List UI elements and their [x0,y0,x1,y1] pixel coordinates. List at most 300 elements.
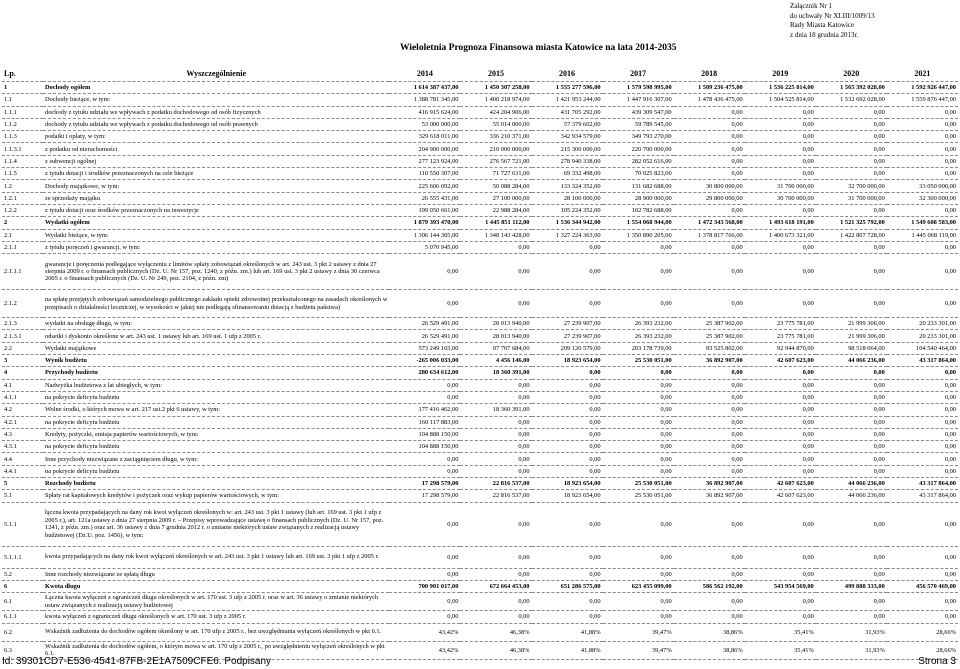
row-value: 70 025 823,00 [603,168,674,180]
row-description: z tytułu dotacji oraz środków przeznaczonych na inwestycje [43,204,389,216]
row-description: Przychody budżetu [43,367,389,379]
row-value: 18 360 391,00 [460,367,531,379]
row-number: 1.1.2 [2,118,43,130]
row-value: 43,42% [389,623,460,641]
header-year: 2018 [674,66,745,82]
row-value: 0,00 [816,568,887,580]
row-value: 0,00 [745,546,816,568]
row-value: 0,00 [887,367,958,379]
table-row [2,192,958,204]
row-value: 21 999 306,00 [816,318,887,330]
row-value: 23 775 781,00 [745,330,816,342]
row-description: Nadwyżka budżetowa z lat ubiegłych, w tym: [43,379,389,391]
row-value: 0,00 [887,106,958,118]
row-value: 53 000 000,00 [389,118,460,130]
row-value: 0,00 [745,611,816,623]
row-number: 4.1.1 [2,391,43,403]
row-value: 1 592 926 447,00 [887,82,958,94]
row-value: 42 607 623,00 [745,478,816,490]
row-value: 1 400 218 974,00 [460,94,531,106]
row-value: 0,00 [816,155,887,167]
row-number: 4 [2,367,43,379]
row-value: 0,00 [887,404,958,416]
row-description: gwarancje i poręczenia podlegające wyłączeniu z limitów spłaty zobowiązań określonych w art. 243 ust. 3 pkt 2 ustawy z dnia 27 sierpnia 2009 r. o finansach publicznych (Dz. U. Nr 157, poz. 1240, z późn. zm.) lub art. 169 ust. 3 pkt 2 ustawy z dnia 30 czerwca 2005 r. o finansach publicznych (Dz. U. Nr 249, poz. 2104, z późn. zm) [43,254,389,290]
row-value: 0,00 [603,593,674,611]
row-value: 0,00 [460,391,531,403]
row-value: 0,00 [674,143,745,155]
row-description: Rozchody budżetu [43,478,389,490]
row-value: 1 422 807 728,00 [816,229,887,241]
annex-line: Rady Miasta Katowice [790,21,855,29]
row-value: 18 923 654,00 [532,355,603,367]
row-value: 0,00 [460,611,531,623]
page-number: Strona 3 [918,656,956,667]
row-value: 39,47% [603,641,674,659]
row-value: 1 472 343 568,00 [674,217,745,229]
row-value: 499 888 333,00 [816,580,887,592]
row-value: 23 775 781,00 [745,318,816,330]
row-description: Spłaty rat kapitałowych kredytów i pożyczek oraz wykup papierów wartościowych, w tym: [43,490,389,502]
row-description: Kwota długu [43,580,389,592]
row-value: 0,00 [389,593,460,611]
row-value: 0,00 [674,568,745,580]
row-number: 4.2.1 [2,416,43,428]
row-value: 0,00 [887,546,958,568]
row-value: 0,00 [532,416,603,428]
table-row [2,229,958,241]
row-value: 573 249 165,00 [389,342,460,354]
row-value: 0,00 [816,143,887,155]
row-value: 0,00 [745,428,816,440]
row-value: 0,00 [460,441,531,453]
row-value: 0,00 [674,546,745,568]
row-value: 0,00 [460,502,531,546]
row-value: 0,00 [674,593,745,611]
row-value: 0,00 [887,465,958,477]
table-row [2,441,958,453]
row-value: 42 607 623,00 [745,355,816,367]
row-description: Kredyty, pożyczki, emisja papierów wartościowych, w tym: [43,428,389,440]
row-value: 131 682 688,00 [603,180,674,192]
row-value: 27 239 907,00 [532,330,603,342]
row-value: 25 530 051,00 [603,478,674,490]
row-value: 39,47% [603,623,674,641]
header-year: 2015 [460,66,531,82]
row-value: 17 298 579,00 [389,490,460,502]
row-value: 43 317 864,00 [887,478,958,490]
row-number: 5.1.1.1 [2,546,43,568]
table-row [2,180,958,192]
row-description: Inne rozchody niezwiązane ze spłatą długu [43,568,389,580]
row-value: 1 378 817 766,00 [674,229,745,241]
row-number: 6 [2,580,43,592]
row-value: 0,00 [887,241,958,253]
table-row [2,428,958,440]
row-value: 97 707 684,00 [460,342,531,354]
row-number: 4.4 [2,453,43,465]
row-value: 1 327 224 363,00 [532,229,603,241]
row-number: 1.1 [2,94,43,106]
row-value: 1 509 236 475,00 [674,82,745,94]
row-value: 0,00 [674,155,745,167]
row-value: 0,00 [460,428,531,440]
table-row [2,330,958,342]
row-value: 0,00 [389,502,460,546]
row-value: 0,00 [816,441,887,453]
row-description: Wskaźnik zadłużenia do dochodów ogółem, o którym mowa w art. 170 ufp z 2005 r., po uwzględnieniu wyłączeń określonych w pkt 6.1. [43,641,389,659]
row-value: 203 178 739,00 [603,342,674,354]
header-year: 2019 [745,66,816,82]
row-value: 0,00 [816,453,887,465]
row-value: 36 892 907,00 [674,355,745,367]
row-value: 0,00 [816,254,887,290]
row-value: 41,88% [532,641,603,659]
row-value: 0,00 [674,611,745,623]
row-value: 43,42% [389,641,460,659]
row-value: 38,86% [674,623,745,641]
row-value: 0,00 [816,391,887,403]
table-row [2,118,958,130]
table-row [2,465,958,477]
row-value: 22 816 537,00 [460,490,531,502]
row-number: 6.1 [2,593,43,611]
row-number: 5.1 [2,490,43,502]
header-year: 2017 [603,66,674,82]
header-row [2,66,958,82]
row-value: 0,00 [389,391,460,403]
row-description: dochody z tytułu udziału we wpływach z podatku dochodowego od osób fizycznych [43,106,389,118]
row-value: -265 006 033,00 [389,355,460,367]
row-value: 0,00 [745,404,816,416]
row-value: 28 900 000,00 [603,192,674,204]
row-description: na pokrycie deficytu budżetu [43,465,389,477]
table-row [2,367,958,379]
row-description: ze sprzedaży majątku [43,192,389,204]
row-number: 1.2 [2,180,43,192]
row-value: 0,00 [674,131,745,143]
row-value: 20 233 301,00 [887,330,958,342]
row-value: 44 066 236,00 [816,490,887,502]
row-number: 4.4.1 [2,465,43,477]
row-description: Dochody bieżące, w tym: [43,94,389,106]
row-value: 1 350 890 205,00 [603,229,674,241]
row-description: Wolne środki, o których mowa w art. 217 ust.2 pkt 6 ustawy, w tym: [43,404,389,416]
row-value: 20 233 301,00 [887,318,958,330]
row-value: 0,00 [532,502,603,546]
row-value: 0,00 [674,502,745,546]
table-body [2,82,958,660]
row-description: łączna kwota przypadających na dany rok kwot wyłączeń określonych w: art. 243 ust. 3 pkt 1 ustawy (lub art. 169 ust. 3 pkt 1 ufp z 2005 r.), art. 121a ustawy z dnia 27 sierpnia 2009 r. – Przepisy wprowadzające ustawę o finansach publicznych (Dz. U. Nr 157, poz. 1241, z późn. zm.) oraz art. 36 ustawy z dnia 7 grudnia 2012 r. o zmianie niektórych ustaw związanych z realizacją ustawy budżetowej (Dz.U. poz. 1456), w tym: [43,502,389,546]
annex-line: Załącznik Nr 1 [790,2,832,10]
row-value: 0,00 [674,441,745,453]
row-value: 0,00 [603,367,674,379]
row-value: 0,00 [745,465,816,477]
row-value: 0,00 [603,391,674,403]
row-value: 0,00 [816,367,887,379]
row-value: 21 999 306,00 [816,330,887,342]
row-value: 104 888 150,00 [389,441,460,453]
row-value: 0,00 [887,593,958,611]
table-row [2,143,958,155]
row-value: 0,00 [816,118,887,130]
row-value: 0,00 [603,453,674,465]
table-row [2,502,958,546]
row-value: 0,00 [532,391,603,403]
row-value: 0,00 [745,254,816,290]
row-value: 424 204 906,00 [460,106,531,118]
row-value: 0,00 [460,290,531,318]
row-value: 28 013 940,00 [460,330,531,342]
row-value: 31 700 000,00 [745,180,816,192]
row-value: 0,00 [532,441,603,453]
row-value: 0,00 [745,367,816,379]
row-value: 0,00 [532,593,603,611]
row-value: 1 614 387 437,00 [389,82,460,94]
row-value: 1 450 307 258,00 [460,82,531,94]
row-value: 1 493 618 191,00 [745,217,816,229]
row-value: 0,00 [816,465,887,477]
row-value: 0,00 [816,611,887,623]
row-value: 0,00 [674,241,745,253]
row-value: 0,00 [532,404,603,416]
table-row [2,355,958,367]
row-number: 2 [2,217,43,229]
row-value: 0,00 [887,204,958,216]
row-value: 1 348 143 428,00 [460,229,531,241]
row-value: 209 120 579,00 [532,342,603,354]
row-value: 0,00 [816,290,887,318]
row-number: 1.1.1 [2,106,43,118]
row-description: na pokrycie deficytu budżetu [43,391,389,403]
row-value: 18 360 391,00 [460,404,531,416]
row-value: 31,93% [816,641,887,659]
row-value: 98 518 064,00 [816,342,887,354]
row-value: 1 879 393 470,00 [389,217,460,229]
row-value: 31,93% [816,623,887,641]
row-number: 1.1.4 [2,155,43,167]
row-value: 0,00 [887,143,958,155]
row-number: 1.1.3 [2,131,43,143]
table-row [2,453,958,465]
row-value: 18 923 654,00 [532,490,603,502]
header-year: 2020 [816,66,887,82]
row-value: 0,00 [603,241,674,253]
row-value: 1 555 277 596,00 [532,82,603,94]
row-value: 0,00 [887,131,958,143]
row-value: 431 705 292,00 [532,106,603,118]
row-number: 5.1.1 [2,502,43,546]
annex-note [790,2,875,40]
row-value: 0,00 [887,453,958,465]
row-value: 0,00 [745,131,816,143]
table-row [2,611,958,623]
row-number: 2.1.3.1 [2,330,43,342]
row-value: 0,00 [603,254,674,290]
row-description: Wydatki ogółem [43,217,389,229]
row-value: 586 562 192,00 [674,580,745,592]
row-value: 1 306 144 305,00 [389,229,460,241]
table-row [2,416,958,428]
row-value: 41,88% [532,623,603,641]
row-value: 439 309 547,00 [603,106,674,118]
row-value: 29 800 000,00 [674,192,745,204]
row-value: 43 317 864,00 [887,355,958,367]
row-description: Wydatki majątkowe [43,342,389,354]
row-value: 0,00 [816,168,887,180]
row-number: 4.3 [2,428,43,440]
row-value: 0,00 [816,106,887,118]
row-value: 0,00 [674,367,745,379]
row-value: 0,00 [816,379,887,391]
table-row [2,580,958,592]
row-value: 0,00 [887,611,958,623]
row-value: 1 447 916 307,00 [603,94,674,106]
row-value: 1 388 781 345,00 [389,94,460,106]
row-value: 1 421 953 244,00 [532,94,603,106]
row-value: 0,00 [674,379,745,391]
row-number: 6.2 [2,623,43,641]
row-value: 57 379 602,00 [532,118,603,130]
row-value: 25 530 051,00 [603,355,674,367]
row-value: 0,00 [887,568,958,580]
row-value: 0,00 [389,453,460,465]
row-value: 28,66% [887,623,958,641]
table-row [2,478,958,490]
row-value: 42 607 623,00 [745,490,816,502]
row-value: 30 700 000,00 [745,192,816,204]
table-row [2,290,958,318]
row-value: 17 298 579,00 [389,478,460,490]
row-value: 1 445 068 119,00 [887,229,958,241]
header-description: Wyszczególnienie [43,66,389,82]
row-value: 349 793 270,00 [603,131,674,143]
row-description: kwota przypadających na dany rok kwot wyłączeń określonych w art. 243 ust. 3 pkt 1 ustawy lub art. 169 ust. 3 pkt 1 ufp z 2005 r. [43,546,389,568]
row-value: 1 504 525 814,00 [745,94,816,106]
row-value: 0,00 [389,290,460,318]
row-value: 0,00 [532,241,603,253]
row-value: 33 050 000,00 [887,180,958,192]
row-value: 110 550 307,00 [389,168,460,180]
table-row [2,241,958,253]
row-description: z tytułu dotacji i środków przeznaczonych na cele bieżące [43,168,389,180]
table-row [2,623,958,641]
row-value: 0,00 [674,453,745,465]
row-value: 38,86% [674,641,745,659]
row-value: 0,00 [674,204,745,216]
row-value: 0,00 [745,106,816,118]
row-value: 0,00 [389,611,460,623]
forecast-table [2,66,958,660]
row-value: 102 782 688,00 [603,204,674,216]
row-value: 31 700 000,00 [816,192,887,204]
row-value: 0,00 [887,502,958,546]
row-value: 0,00 [674,106,745,118]
table-row [2,82,958,94]
row-number: 2.2 [2,342,43,354]
row-value: 0,00 [887,379,958,391]
row-value: 46,38% [460,623,531,641]
row-value: 0,00 [532,568,603,580]
row-value: 0,00 [816,546,887,568]
row-value: 0,00 [674,254,745,290]
row-value: 0,00 [603,428,674,440]
row-value: 22 816 537,00 [460,478,531,490]
row-value: 0,00 [816,241,887,253]
table-row [2,106,958,118]
row-value: 1 536 225 814,00 [745,82,816,94]
table-row [2,593,958,611]
row-value: 282 052 616,00 [603,155,674,167]
row-value: 0,00 [745,441,816,453]
row-value: 0,00 [460,453,531,465]
row-value: 0,00 [532,453,603,465]
row-value: 104 888 150,00 [389,428,460,440]
row-description: na spłatę przejętych zobowiązań samodzielnego publicznego zakładu opieki zdrowotnej przekształconego na zasadach określonych w przepisach o działalności leczniczej, w wysokości w jakiej nie podlegają sfinansowaniu dotacją z budżetu państwa) [43,290,389,318]
row-value: 0,00 [816,428,887,440]
row-value: 0,00 [816,204,887,216]
row-value: 651 286 575,00 [532,580,603,592]
row-value: 0,00 [816,404,887,416]
row-value: 0,00 [389,254,460,290]
annex-line: do uchwały Nr XLIII/1009/13 [790,11,875,20]
row-value: 0,00 [745,143,816,155]
row-value: 105 224 352,00 [532,204,603,216]
row-value: 5 070 945,00 [389,241,460,253]
row-number: 5 [2,478,43,490]
header-year: 2016 [532,66,603,82]
row-value: 220 700 000,00 [603,143,674,155]
row-value: 0,00 [532,611,603,623]
row-value: 36 892 907,00 [674,478,745,490]
row-number: 1.2.2 [2,204,43,216]
row-value: 1 445 851 112,00 [460,217,531,229]
row-value: 0,00 [603,568,674,580]
row-value: 0,00 [603,290,674,318]
row-description: Wskaźnik zadłużenia do dochodów ogółem określony w art. 170 ufp z 2005 r., bez uwzględniania wyłączeń określonych w pkt 6.1. [43,623,389,641]
row-value: 199 050 661,00 [389,204,460,216]
row-value: 0,00 [460,465,531,477]
table-row [2,204,958,216]
table-row [2,546,958,568]
table-row [2,404,958,416]
row-value: 204 900 000,00 [389,143,460,155]
row-value: 32 300 000,00 [887,192,958,204]
row-number: 6.1.1 [2,611,43,623]
header-year: 2014 [389,66,460,82]
table-row [2,391,958,403]
row-value: 280 634 612,00 [389,367,460,379]
row-value: 0,00 [745,593,816,611]
row-value: 215 300 000,00 [532,143,603,155]
row-value: 133 324 352,00 [532,180,603,192]
row-value: 1 554 068 944,00 [603,217,674,229]
row-value: 0,00 [603,416,674,428]
row-description: na pokrycie deficytu budżetu [43,416,389,428]
row-value: 0,00 [460,379,531,391]
row-value: 336 210 371,00 [460,131,531,143]
row-value: 456 570 469,00 [887,580,958,592]
row-number: 2.1.1.1 [2,254,43,290]
row-value: 0,00 [745,379,816,391]
row-number: 5.2 [2,568,43,580]
row-value: 1 478 436 475,00 [674,94,745,106]
row-value: 210 000 000,00 [460,143,531,155]
row-description: dochody z tytułu udziału we wpływach z podatku dochodowego od osób prawnych [43,118,389,130]
row-value: 92 944 870,00 [745,342,816,354]
table-row [2,379,958,391]
row-value: 329 618 011,00 [389,131,460,143]
row-value: 0,00 [460,593,531,611]
